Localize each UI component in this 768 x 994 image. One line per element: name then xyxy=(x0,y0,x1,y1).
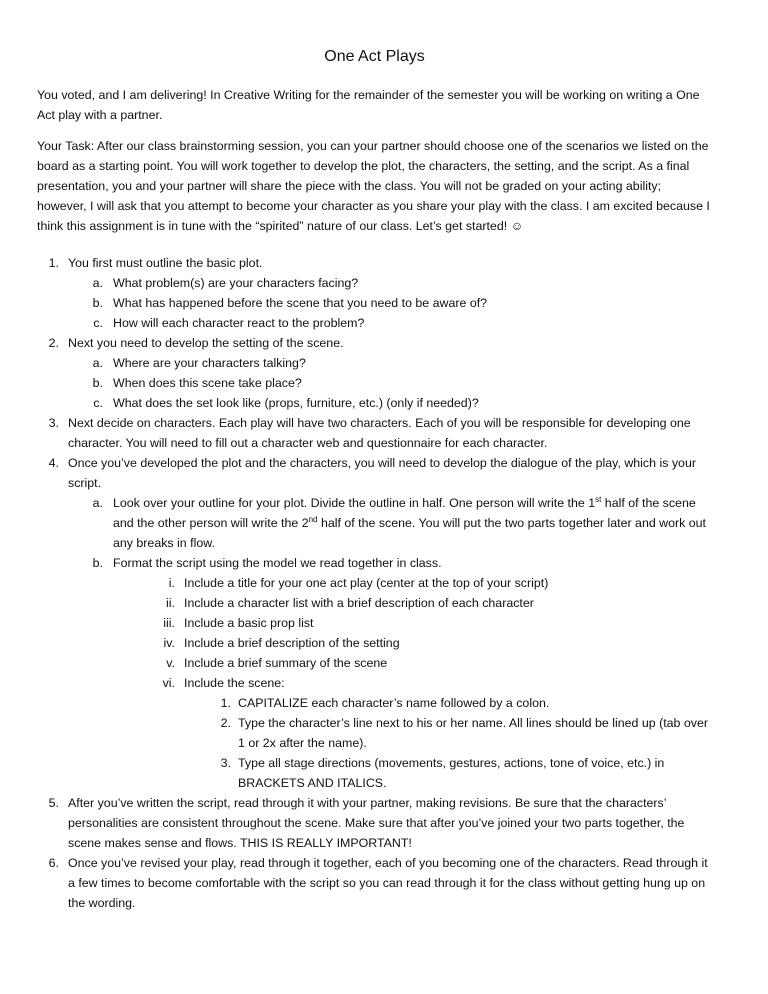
list-item-text: You first must outline the basic plot. xyxy=(68,256,263,270)
list-marker: 1. xyxy=(220,696,231,710)
intro-paragraph: You voted, and I am delivering! In Creative Writing for the remainder of the semester you will be working on writing a One Act play with a partner. xyxy=(37,88,700,122)
ordinal-suffix: nd xyxy=(308,514,318,524)
list-item xyxy=(37,293,712,313)
list-marker: b. xyxy=(92,376,103,390)
list-marker: 6. xyxy=(48,856,59,870)
list-item xyxy=(37,793,712,853)
list-item-text: Once you’ve developed the plot and the characters, you will need to develop the dialogue of the play, which is your script. xyxy=(68,456,696,490)
page-title: One Act Plays xyxy=(324,48,425,65)
list-item xyxy=(37,493,712,553)
list-item xyxy=(37,633,712,653)
list-marker: 2. xyxy=(220,716,231,730)
list-item xyxy=(37,673,712,693)
list-marker: a. xyxy=(92,276,103,290)
list-item xyxy=(37,453,712,493)
list-item xyxy=(37,593,712,613)
list-item xyxy=(37,753,712,793)
list-item-text: What has happened before the scene that you need to be aware of? xyxy=(113,296,488,310)
list-item xyxy=(37,613,712,633)
list-item-text: Type all stage directions (movements, gestures, actions, tone of voice, etc.) in BRACKETS AND ITALICS. xyxy=(238,756,665,790)
list-marker: 5. xyxy=(48,796,59,810)
list-item-text: How will each character react to the problem? xyxy=(113,316,365,330)
list-item-text: Type the character’s line next to his or her name. All lines should be lined up (tab over 1 or 2x after the name). xyxy=(238,716,708,750)
list-marker: i. xyxy=(168,576,175,590)
list-marker: 2. xyxy=(48,336,59,350)
list-marker: iv. xyxy=(163,636,175,650)
list-item-text: Next decide on characters. Each play will have two characters. Each of you will be responsible for developing one character. You will need to fill out a character web and questionnaire for each character. xyxy=(68,416,691,450)
task-paragraph: Your Task: After our class brainstorming session, you can your partner should choose one of the scenarios we listed on the board as a starting point. You will work together to develop the plot, the characters, the setting, and the script. As a final presentation, you and your partner will share the piece with the class. You will not be graded on your acting ability; however, I will ask that you attempt to become your character as you share your play with the class. I am excited because I think this assignment is in tune with the “spirited” nature of our class. Let’s get started! ☺ xyxy=(37,139,710,233)
list-item-text: After you’ve written the script, read through it with your partner, making revisions. Be sure that the characters’ personalities are consistent throughout the scene. Make sure that after you’ve joined your two parts together, the scene makes sense and flows. THIS IS REALLY IMPORTANT! xyxy=(68,796,685,850)
steps-list xyxy=(37,253,712,913)
list-item xyxy=(37,253,712,273)
list-item xyxy=(37,333,712,353)
list-marker: b. xyxy=(92,296,103,310)
list-item-text: What does the set look like (props, furniture, etc.) (only if needed)? xyxy=(113,396,479,410)
list-item-text: Include a brief description of the setting xyxy=(184,636,400,650)
list-marker: vi. xyxy=(162,676,175,690)
list-item-text: What problem(s) are your characters facing? xyxy=(113,276,359,290)
list-item-text: Look over your outline for your plot. Divide the outline in half. One person will write the 1st half of the scene and the other person will write the 2nd half of the scene. You will put the two parts together later and work out any breaks in flow. xyxy=(113,494,706,550)
list-item xyxy=(37,413,712,453)
list-marker: 1. xyxy=(48,256,59,270)
list-item xyxy=(37,573,712,593)
list-item-text: Once you’ve revised your play, read through it together, each of you becoming one of the characters. Read through it a few times to become comfortable with the script so you can read through it for the class without getting hung up on the wording. xyxy=(68,856,708,910)
list-marker: c. xyxy=(93,396,103,410)
list-marker: ii. xyxy=(166,596,175,610)
list-item-text: Format the script using the model we read together in class. xyxy=(113,556,442,570)
list-item-text: Include a basic prop list xyxy=(184,616,314,630)
list-item xyxy=(37,273,712,293)
list-item xyxy=(37,713,712,753)
list-item-text: Include the scene: xyxy=(184,676,285,690)
list-marker: c. xyxy=(93,316,103,330)
list-marker: b. xyxy=(92,556,103,570)
list-marker: v. xyxy=(166,656,175,670)
list-marker: 4. xyxy=(48,456,59,470)
list-item xyxy=(37,693,712,713)
list-item-text: Next you need to develop the setting of the scene. xyxy=(68,336,344,350)
list-item xyxy=(37,653,712,673)
list-item-text: Include a brief summary of the scene xyxy=(184,656,388,670)
list-item xyxy=(37,373,712,393)
list-item xyxy=(37,553,712,573)
list-item-text: When does this scene take place? xyxy=(113,376,302,390)
list-marker: iii. xyxy=(163,616,175,630)
list-marker: a. xyxy=(92,496,103,510)
list-item-text: Where are your characters talking? xyxy=(113,356,306,370)
list-item xyxy=(37,853,712,913)
list-marker: 3. xyxy=(48,416,59,430)
list-item xyxy=(37,313,712,333)
list-item-text: Include a title for your one act play (center at the top of your script) xyxy=(184,576,549,590)
list-item-text: CAPITALIZE each character’s name followed by a colon. xyxy=(238,696,550,710)
list-item-text: Include a character list with a brief description of each character xyxy=(184,596,534,610)
ordinal-suffix: st xyxy=(595,494,602,504)
list-item xyxy=(37,353,712,373)
list-marker: 3. xyxy=(220,756,231,770)
list-marker: a. xyxy=(92,356,103,370)
list-item xyxy=(37,393,712,413)
